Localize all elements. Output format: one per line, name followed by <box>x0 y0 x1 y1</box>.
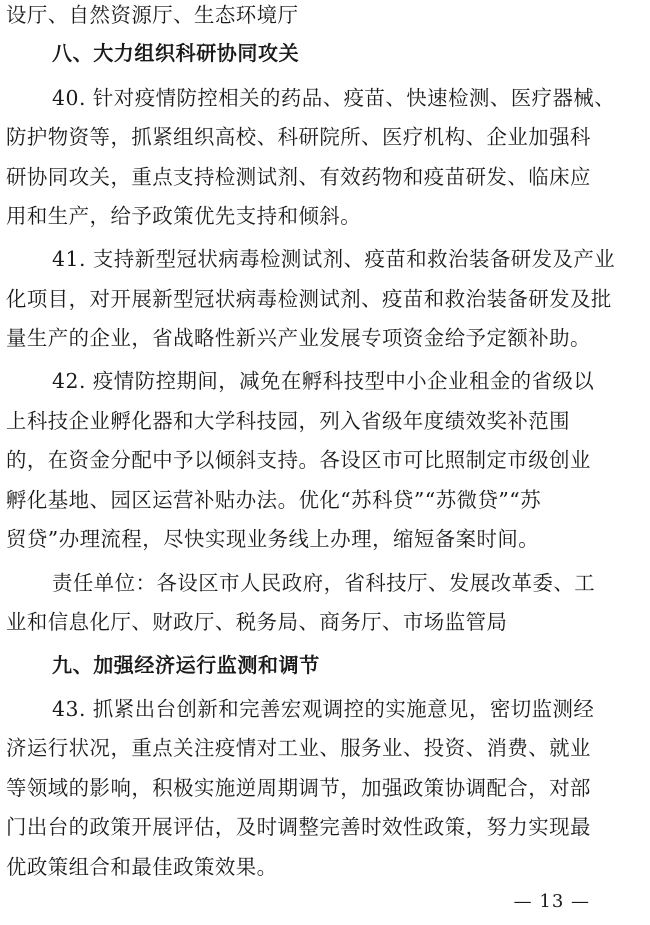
item-41-line-1: 41. 支持新型冠状病毒检测试剂、疫苗和救治装备研发及产业 <box>52 247 616 271</box>
item-42-line-2: 上科技企业孵化器和大学科技园，列入省级年度绩效奖补范围 <box>6 409 571 433</box>
responsible-units-line-2: 业和信息化厅、财政厅、税务局、商务厅、市场监管局 <box>6 610 508 634</box>
item-40-line-3: 研协同攻关，重点支持检测试剂、有效药物和疫苗研发、临床应 <box>6 165 591 189</box>
item-42-line-1: 42. 疫情防控期间，减免在孵科技型中小企业租金的省级以 <box>52 369 595 393</box>
item-40-line-1: 40. 针对疫情防控相关的药品、疫苗、快速检测、医疗器械、 <box>52 86 616 110</box>
section-heading-8: 八、大力组织科研协同攻关 <box>52 41 300 65</box>
item-42-line-4: 孵化基地、园区运营补贴办法。优化“苏科贷”“苏微贷”“苏 <box>6 488 542 512</box>
item-43-line-3: 等领域的影响，积极实施逆周期调节，加强政策协调配合，对部 <box>6 776 591 800</box>
text-line-continued: 设厅、自然资源厅、生态环境厅 <box>6 3 299 27</box>
item-43-line-4: 门出台的政策开展评估，及时调整完善时效性政策，努力实现最 <box>6 815 591 839</box>
responsible-units-line-1: 责任单位：各设区市人民政府，省科技厅、发展改革委、工 <box>52 571 596 595</box>
item-40-line-4: 用和生产，给予政策优先支持和倾斜。 <box>6 204 362 228</box>
item-41-line-2: 化项目，对开展新型冠状病毒检测试剂、疫苗和救治装备研发及批 <box>6 287 612 311</box>
item-42-line-5: 贸贷”办理流程，尽快实现业务线上办理，缩短备案时间。 <box>6 527 540 551</box>
item-40-line-2: 防护物资等，抓紧组织高校、科研院所、医疗机构、企业加强科 <box>6 125 591 149</box>
item-42-line-3: 的，在资金分配中予以倾斜支持。各设区市可比照制定市级创业 <box>6 448 591 472</box>
item-43-line-1: 43. 抓紧出台创新和完善宏观调控的实施意见，密切监测经 <box>52 697 595 721</box>
item-41-line-3: 量生产的企业，省战略性新兴产业发展专项资金给予定额补助。 <box>6 326 591 350</box>
item-43-line-5: 优政策组合和最佳政策效果。 <box>6 855 278 879</box>
page-number: — 13 — <box>513 891 590 912</box>
section-heading-9: 九、加强经济运行监测和调节 <box>52 653 320 677</box>
item-43-line-2: 济运行状况，重点关注疫情对工业、服务业、投资、消费、就业 <box>6 736 591 760</box>
